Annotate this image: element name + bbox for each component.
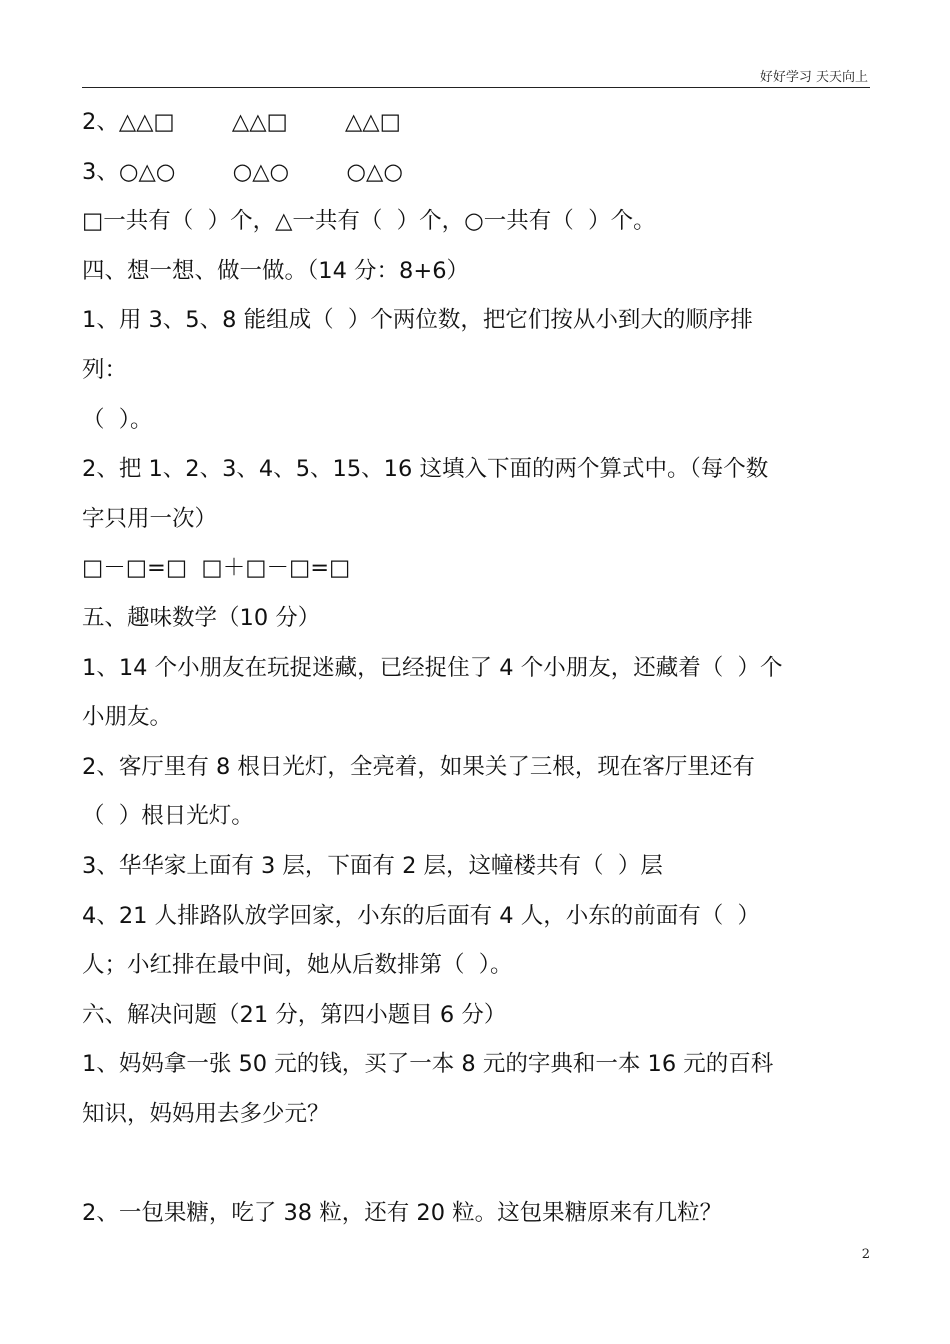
answer-space (82, 1139, 872, 1189)
section-4-question-1: 1、用 3、5、8 能组成（ ）个两位数，把它们按从小到大的顺序排 (82, 307, 753, 334)
equation-templates: □－□=□ □＋□－□=□ (82, 555, 351, 582)
section-5-question-3: 3、华华家上面有 3 层，下面有 2 层，这幢楼共有（ ）层 (82, 852, 663, 879)
section-5-question-4: 4、21 人排路队放学回家，小东的后面有 4 人，小东的前面有（ ） (82, 902, 761, 929)
section-4-heading: 四、想一想、做一做。（14 分：8+6） (82, 257, 470, 284)
section-5-heading: 五、趣味数学（10 分） (82, 604, 321, 631)
section-4-question-2: 2、把 1、2、3、4、5、15、16 这填入下面的两个算式中。（每个数 (82, 456, 769, 483)
section-5-question-4-cont: 人；小红排在最中间，她从后数排第（ ）。 (82, 952, 513, 979)
section-5-question-2: 2、客厅里有 8 根日光灯，全亮着，如果关了三根，现在客厅里还有 (82, 753, 755, 780)
question-2-shapes-line: 2、△△□ △△□ △△□ (82, 109, 401, 135)
header-motto: 好好学习 天天向上 (759, 70, 868, 85)
section-5-question-1-cont: 小朋友。 (82, 704, 173, 731)
section-4-question-1-answer: （ ）。 (82, 406, 153, 433)
section-6-question-1: 1、妈妈拿一张 50 元的钱，买了一本 8 元的字典和一本 16 元的百科 (82, 1051, 774, 1078)
section-6-heading: 六、解决问题（21 分，第四小题目 6 分） (82, 1001, 507, 1028)
section-5-question-1: 1、14 个小朋友在玩捉迷藏，已经捉住了 4 个小朋友，还藏着（ ）个 (82, 654, 783, 681)
shape-count-question: □一共有（ ）个，△一共有（ ）个，○一共有（ ）个。 (82, 208, 656, 235)
worksheet-body (82, 98, 872, 1239)
section-5-question-2-cont: （ ）根日光灯。 (82, 803, 254, 830)
section-6-question-2: 2、一包果糖，吃了 38 粒，还有 20 粒。这包果糖原来有几粒？ (82, 1200, 723, 1227)
section-6-question-1-cont: 知识，妈妈用去多少元？ (82, 1100, 330, 1127)
page-number: 2 (861, 1247, 870, 1262)
question-3-shapes-line: 3、○△○ ○△○ ○△○ (82, 158, 403, 185)
section-4-question-2-cont: 字只用一次） (82, 505, 218, 532)
section-4-question-1-cont: 列： (82, 356, 128, 383)
header-divider (82, 87, 870, 88)
